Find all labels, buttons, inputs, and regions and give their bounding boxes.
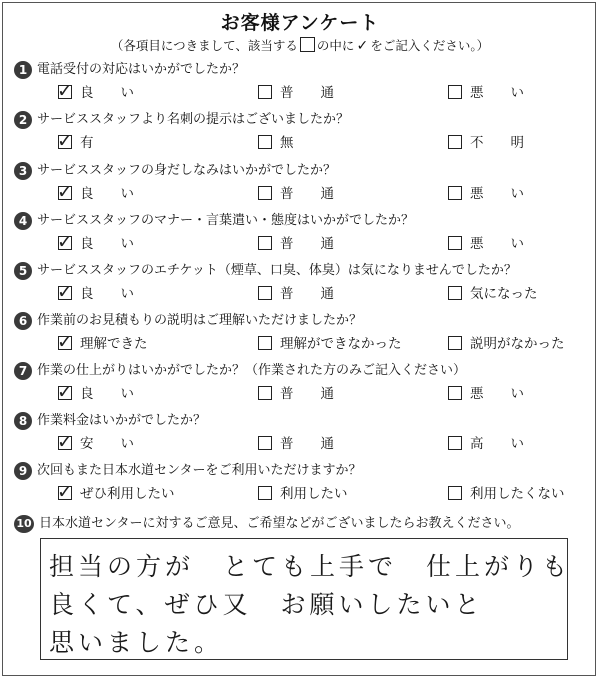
option-label: 普 通 <box>280 186 334 202</box>
question-5 <box>14 261 584 311</box>
question-number-badge: 7 <box>14 362 32 380</box>
question-text: 次回もまた日本水道センターをご利用いただけますか？ <box>37 463 362 478</box>
handwriting-line-3: 思いました。 <box>49 628 224 657</box>
instructions-middle: の中に <box>316 38 355 53</box>
checkbox[interactable] <box>448 436 462 450</box>
checkbox[interactable] <box>448 286 462 300</box>
question-7-header <box>14 361 466 381</box>
option-label: 悪 い <box>470 85 524 101</box>
question-2 <box>14 110 584 160</box>
checkbox[interactable] <box>258 236 272 250</box>
option-label: 理解できた <box>80 336 148 352</box>
question-number-badge: 6 <box>14 312 32 330</box>
question-1 <box>14 60 584 110</box>
option-label: 有 <box>80 135 94 151</box>
option-label: 普 通 <box>280 386 334 402</box>
option-label: 普 通 <box>280 436 334 452</box>
check-mark-icon: ✓ <box>57 381 73 403</box>
question-text: 電話受付の対応はいかがでしたか？ <box>37 62 246 77</box>
option-label: 普 通 <box>280 236 334 252</box>
checkbox[interactable] <box>258 85 272 99</box>
survey-title: お客様アンケート <box>220 12 380 34</box>
checked-checkbox[interactable] <box>57 381 73 403</box>
checked-checkbox[interactable] <box>57 431 73 453</box>
question-4-header <box>14 211 414 231</box>
checkbox[interactable] <box>258 436 272 450</box>
question-number-badge: 3 <box>14 162 32 180</box>
option-label: 不 明 <box>470 135 524 151</box>
check-mark-icon: ✓ <box>57 181 73 203</box>
question-number-badge: 9 <box>14 462 32 480</box>
option-label: ぜひ利用したい <box>80 486 175 502</box>
option-label: 普 通 <box>280 286 334 302</box>
option-label: 良 い <box>80 85 134 101</box>
question-3-header <box>14 161 336 181</box>
checked-checkbox[interactable] <box>57 331 73 353</box>
question-number-badge: 10 <box>14 515 34 533</box>
checkbox[interactable] <box>258 386 272 400</box>
check-mark-icon: ✓ <box>57 130 73 152</box>
handwriting-line-1: 担当の方が とても上手で 仕上がりも <box>49 552 572 581</box>
question-text: サービススタッフの身だしなみはいかがでしたか？ <box>37 163 337 178</box>
question-3 <box>14 161 584 211</box>
option-label: 利用したい <box>280 486 348 502</box>
option-label: 気になった <box>470 286 538 302</box>
checked-checkbox[interactable] <box>57 80 73 102</box>
checkbox[interactable] <box>448 85 462 99</box>
question-number-badge: 2 <box>14 111 32 129</box>
question-5-header <box>14 261 517 281</box>
option-label: 普 通 <box>280 85 334 101</box>
question-8-header <box>14 411 206 431</box>
option-label: 悪 い <box>470 186 524 202</box>
question-number-badge: 8 <box>14 412 32 430</box>
check-mark-icon: ✓ <box>57 431 73 453</box>
option-label: 高 い <box>470 436 524 452</box>
checked-checkbox[interactable] <box>57 281 73 303</box>
instructions-after: をご記入ください。） <box>370 38 490 53</box>
option-label: 安 い <box>80 436 134 452</box>
checkbox[interactable] <box>448 386 462 400</box>
handwriting-line-2: 良くて、ぜひ又 お願いしたいと <box>49 590 484 619</box>
checkbox[interactable] <box>448 135 462 149</box>
checkbox[interactable] <box>258 186 272 200</box>
checked-checkbox[interactable] <box>57 130 73 152</box>
question-text: 作業料金はいかがでしたか？ <box>37 413 207 428</box>
question-text: サービススタッフより名刺の提示はございましたか？ <box>37 112 350 127</box>
question-text: サービススタッフのエチケット（煙草、口臭、体臭）は気になりませんでしたか？ <box>37 263 517 278</box>
option-label: 良 い <box>80 386 134 402</box>
question-2-header <box>14 110 349 130</box>
option-label: 利用したくない <box>470 486 565 502</box>
checkbox[interactable] <box>258 486 272 500</box>
question-6-header <box>14 311 362 331</box>
check-mark-icon: ✓ <box>57 80 73 102</box>
question-text: 作業の仕上がりはいかがでしたか？（作業された方のみご記入ください） <box>37 363 467 378</box>
checked-checkbox[interactable] <box>57 231 73 253</box>
option-label: 理解ができなかった <box>280 336 402 352</box>
checkbox[interactable] <box>448 336 462 350</box>
question-8 <box>14 411 584 461</box>
sample-check-icon: ✓ <box>356 38 369 54</box>
question-4 <box>14 211 584 261</box>
checkbox[interactable] <box>258 336 272 350</box>
check-mark-icon: ✓ <box>57 231 73 253</box>
option-label: 悪 い <box>470 236 524 252</box>
instructions <box>0 36 600 54</box>
question-text: サービススタッフのマナー・言葉遣い・態度はいかがでしたか？ <box>37 213 415 228</box>
option-label: 無 <box>280 135 294 151</box>
check-mark-icon: ✓ <box>57 481 73 503</box>
question-7 <box>14 361 584 411</box>
question-text: 作業前のお見積もりの説明はご理解いただけましたか？ <box>37 313 363 328</box>
option-label: 悪 い <box>470 386 524 402</box>
question-number-badge: 4 <box>14 212 32 230</box>
question-9-header <box>14 461 361 481</box>
question-number-badge: 5 <box>14 262 32 280</box>
check-mark-icon: ✓ <box>57 331 73 353</box>
option-label: 良 い <box>80 186 134 202</box>
option-label: 説明がなかった <box>470 336 565 352</box>
question-10-header <box>14 514 519 534</box>
option-label: 良 い <box>80 286 134 302</box>
checkbox[interactable] <box>258 286 272 300</box>
checked-checkbox[interactable] <box>57 481 73 503</box>
option-label: 良 い <box>80 236 134 252</box>
question-1-header <box>14 60 245 80</box>
question-6 <box>14 311 584 361</box>
checkbox[interactable] <box>448 236 462 250</box>
instructions-before: （各項目につきまして、該当する <box>110 38 298 53</box>
question-9 <box>14 461 584 511</box>
checkbox[interactable] <box>448 486 462 500</box>
checkbox[interactable] <box>258 135 272 149</box>
sample-checkbox-icon <box>300 37 315 52</box>
question-text: 日本水道センターに対するご意見、ご希望などがございましたらお教えください。 <box>39 516 520 531</box>
checked-checkbox[interactable] <box>57 181 73 203</box>
comment-field[interactable] <box>40 538 572 660</box>
check-mark-icon: ✓ <box>57 281 73 303</box>
checkbox[interactable] <box>448 186 462 200</box>
question-number-badge: 1 <box>14 61 32 79</box>
